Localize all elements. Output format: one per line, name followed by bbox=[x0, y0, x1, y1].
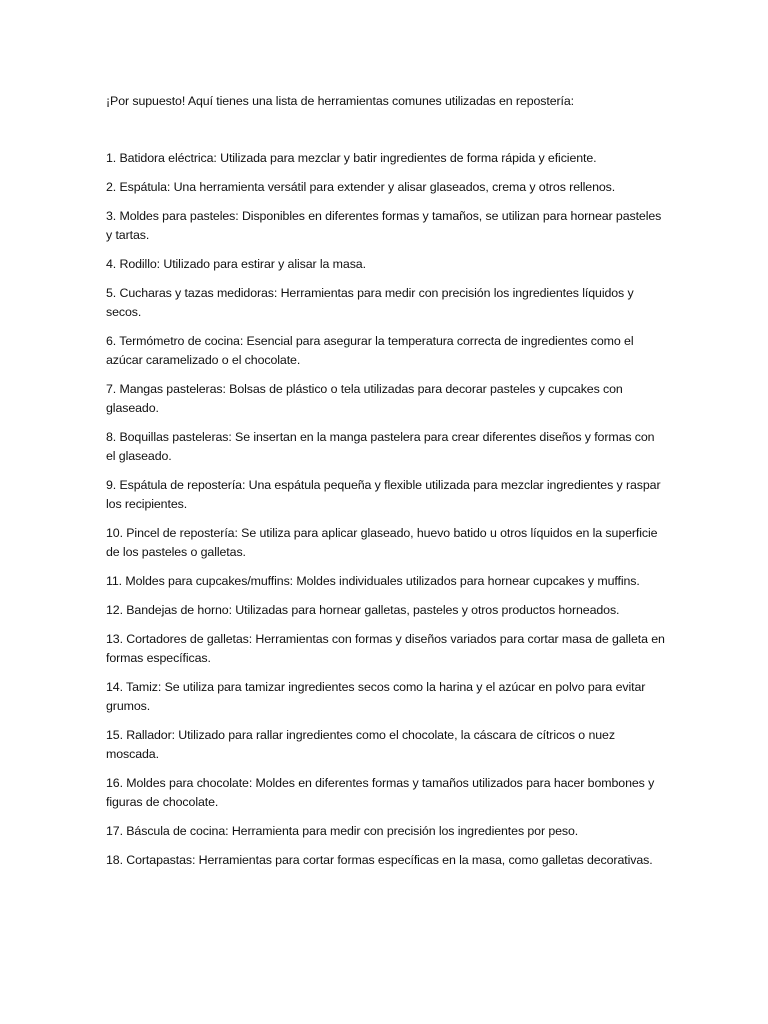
intro-paragraph: ¡Por supuesto! Aquí tienes una lista de herramientas comunes utilizadas en repostería: bbox=[106, 94, 575, 108]
list-item: 16. Moldes para chocolate: Moldes en diferentes formas y tamaños utilizados para hacer bombones y figuras de chocolate. bbox=[106, 776, 655, 809]
list-item: 2. Espátula: Una herramienta versátil para extender y alisar glaseados, crema y otros rellenos. bbox=[106, 180, 616, 194]
list-item: 17. Báscula de cocina: Herramienta para medir con precisión los ingredientes por peso. bbox=[106, 824, 579, 838]
list-item: 7. Mangas pasteleras: Bolsas de plástico o tela utilizadas para decorar pasteles y cupcakes con glaseado. bbox=[106, 382, 623, 415]
list-item: 13. Cortadores de galletas: Herramientas con formas y diseños variados para cortar masa de galleta en formas específicas. bbox=[106, 632, 665, 665]
list-item: 4. Rodillo: Utilizado para estirar y alisar la masa. bbox=[106, 257, 366, 271]
list-item: 10. Pincel de repostería: Se utiliza para aplicar glaseado, huevo batido u otros líquidos en la superficie de los pasteles o galletas. bbox=[106, 526, 658, 559]
list-item: 8. Boquillas pasteleras: Se insertan en la manga pastelera para crear diferentes diseños y formas con el glaseado. bbox=[106, 430, 655, 463]
list-item: 15. Rallador: Utilizado para rallar ingredientes como el chocolate, la cáscara de cítricos o nuez moscada. bbox=[106, 728, 615, 761]
list-item: 9. Espátula de repostería: Una espátula pequeña y flexible utilizada para mezclar ingredientes y raspar los recipientes. bbox=[106, 478, 661, 511]
list-item: 3. Moldes para pasteles: Disponibles en diferentes formas y tamaños, se utilizan para hornear pasteles y tartas. bbox=[106, 209, 662, 242]
tools-list bbox=[106, 149, 666, 870]
list-item: 18. Cortapastas: Herramientas para cortar formas específicas en la masa, como galletas decorativas. bbox=[106, 853, 653, 867]
list-item: 6. Termómetro de cocina: Esencial para asegurar la temperatura correcta de ingredientes como el azúcar caramelizado o el chocolate. bbox=[106, 334, 634, 367]
document-body bbox=[106, 92, 666, 880]
list-item: 11. Moldes para cupcakes/muffins: Moldes individuales utilizados para hornear cupcakes y muffins. bbox=[106, 574, 640, 588]
list-item: 14. Tamiz: Se utiliza para tamizar ingredientes secos como la harina y el azúcar en polvo para evitar grumos. bbox=[106, 680, 646, 713]
list-item: 1. Batidora eléctrica: Utilizada para mezclar y batir ingredientes de forma rápida y eficiente. bbox=[106, 151, 597, 165]
list-item: 5. Cucharas y tazas medidoras: Herramientas para medir con precisión los ingredientes líquidos y secos. bbox=[106, 286, 634, 319]
list-item: 12. Bandejas de horno: Utilizadas para hornear galletas, pasteles y otros productos horneados. bbox=[106, 603, 620, 617]
